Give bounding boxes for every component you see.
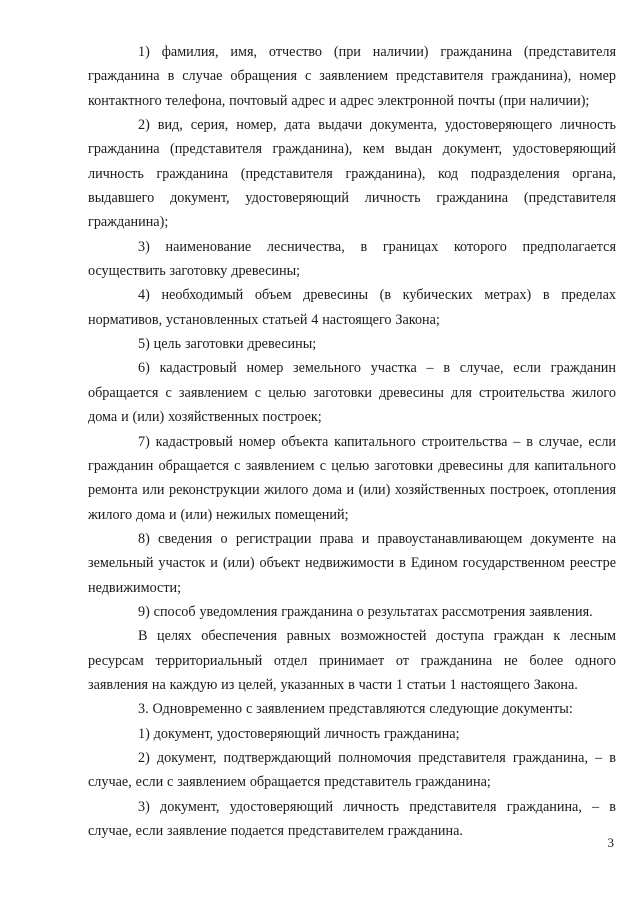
paragraph-item-2: 2) вид, серия, номер, дата выдачи документа, удостоверяющего личность гражданина (представителя гражданина), кем выдан документ, удостоверяющий личность гражданина (представителя гражданина), код подразделения органа, выдавшего документ, удостоверяющий личность гражданина (представителя гражданина); bbox=[88, 117, 616, 231]
paragraph-item-5: 5) цель заготовки древесины; bbox=[138, 336, 317, 353]
paragraph-item-7: 7) кадастровый номер объекта капитального строительства – в случае, если гражданин обращается с заявлением с целью заготовки древесины для капитального ремонта или реконструкции жилого дома и (или) хозяйственных построек, отопления жилого дома и (или) нежилых помещений; bbox=[88, 433, 616, 523]
paragraph-item-1: 1) фамилия, имя, отчество (при наличии) гражданина (представителя гражданина в случае обращения с заявлением представителя гражданина), номер контактного телефона, почтовый адрес и адрес электронной почты (при наличии); bbox=[88, 44, 616, 109]
paragraph-item-4: 4) необходимый объем древесины (в кубических метрах) в пределах нормативов, установленных статьей 4 настоящего Закона; bbox=[88, 287, 616, 328]
paragraph-doc-1: 1) документ, удостоверяющий личность гражданина; bbox=[138, 725, 460, 742]
paragraph-item-6: 6) кадастровый номер земельного участка – в случае, если гражданин обращается с заявлением с целью заготовки древесины для строительства жилого дома и (или) хозяйственных построек; bbox=[88, 360, 616, 426]
document-page bbox=[88, 40, 616, 843]
paragraph-item-3: 3) наименование лесничества, в границах которого предполагается осуществить заготовку древесины; bbox=[88, 238, 616, 280]
page-number: 3 bbox=[607, 835, 614, 850]
paragraph-item-9: 9) способ уведомления гражданина о результатах рассмотрения заявления. bbox=[138, 603, 593, 620]
paragraph-equal-access: В целях обеспечения равных возможностей доступа граждан к лесным ресурсам территориальный отдел принимает от гражданина не более одного заявления на каждую из целей, указанных в части 1 статьи 1 настоящего Закона. bbox=[88, 628, 616, 693]
paragraph-doc-2: 2) документ, подтверждающий полномочия представителя гражданина, – в случае, если с заявлением обращается представитель гражданина; bbox=[88, 749, 616, 791]
paragraph-part-3-heading: 3. Одновременно с заявлением представляются следующие документы: bbox=[138, 701, 573, 718]
paragraph-doc-3: 3) документ, удостоверяющий личность представителя гражданина, – в случае, если заявление подается представителем гражданина. bbox=[88, 798, 616, 839]
paragraph-item-8: 8) сведения о регистрации права и правоустанавливающем документе на земельный участок и (или) объект недвижимости в Едином государственном реестре недвижимости; bbox=[88, 530, 616, 596]
